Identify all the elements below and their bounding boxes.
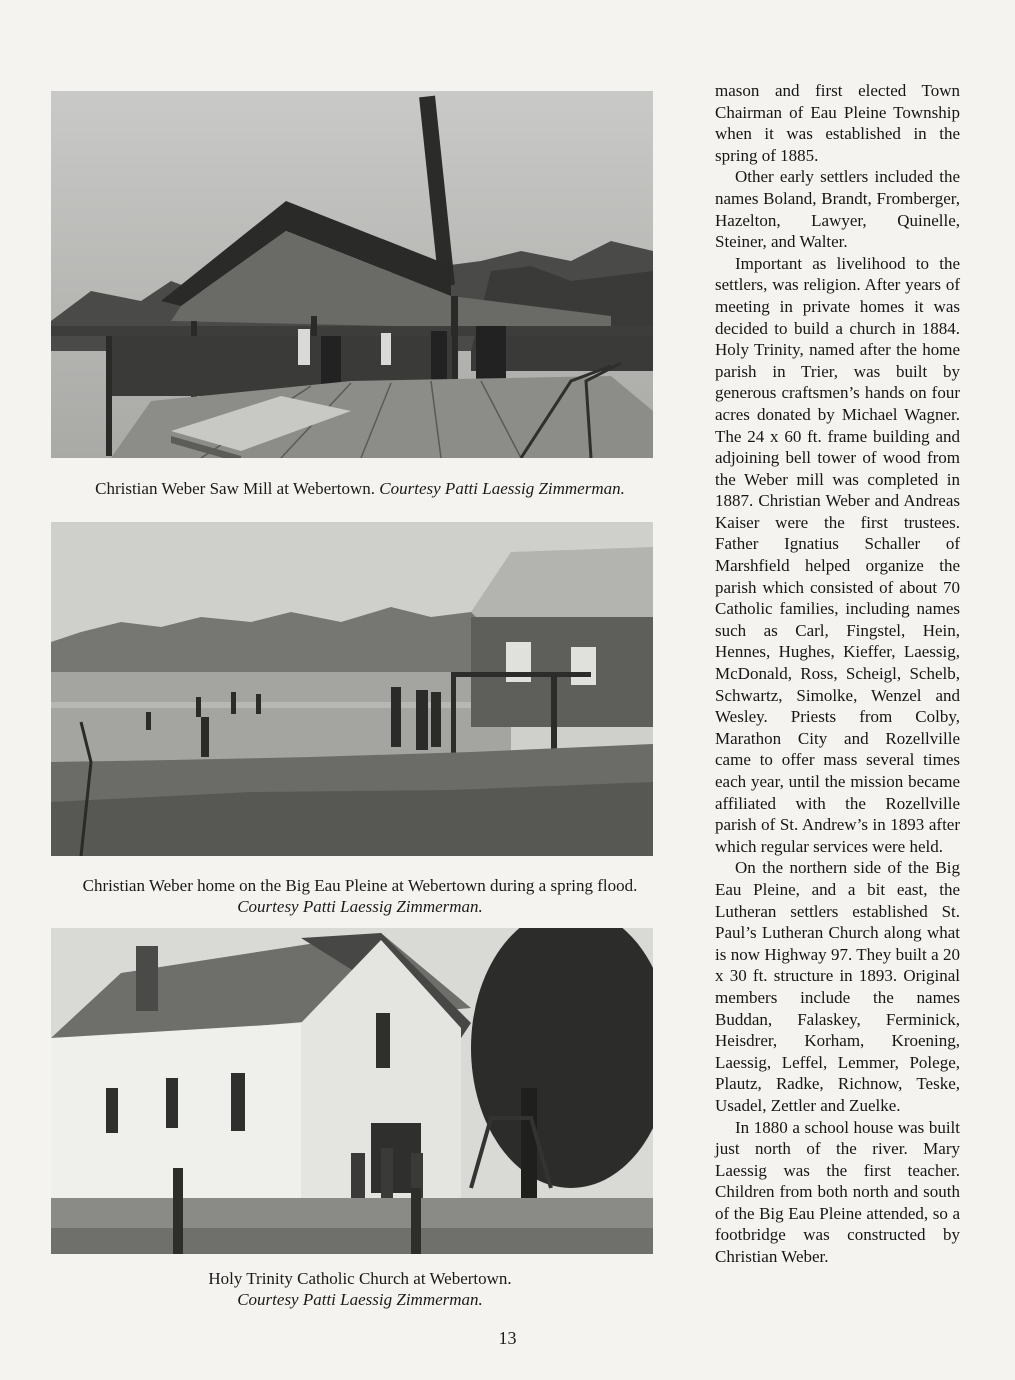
saw-mill-caption bbox=[40, 478, 680, 499]
photo-credit: Courtesy Patti Laessig Zimmerman. bbox=[237, 897, 483, 916]
church-caption bbox=[40, 1268, 680, 1310]
article-paragraph: Important as livelihood to the settlers, was religion. After years of meeting in private homes it was decided to build a church in 1884. Holy Trinity, named after the home parish in Trier, was built by generous craftsmen’s hands on four acres donated by Michael Wagner. The 24 x 60 ft. frame building and adjoining bell tower of wood from the Weber mill was completed in 1887. Christian Weber and Andreas Kaiser were the first trustees. Father Ignatius Schaller of Marshfield helped organize the parish which consisted of about 70 Catholic families, including names such as Carl, Fingstel, Hein, Hennes, Hughes, Kieffer, Laessig, McDonald, Ross, Scheigl, Schelb, Schwartz, Simolke, Wenzel and Wesley. Priests from Colby, Marathon City and Rozellville came to offer mass several times each year, until the mission became affiliated with the Rozellville parish of St. Andrew’s in 1893 after which regular services were held. bbox=[715, 253, 960, 856]
photo-credit: Courtesy Patti Laessig Zimmerman. bbox=[237, 1290, 483, 1309]
holy-trinity-church-photo bbox=[51, 928, 653, 1254]
weber-home-flood-photo bbox=[51, 522, 653, 856]
photo-credit: Courtesy Patti Laessig Zimmerman. bbox=[379, 479, 625, 498]
article-text-column bbox=[715, 80, 960, 1268]
caption-text: Christian Weber home on the Big Eau Pleine at Webertown during a spring flood. bbox=[82, 876, 638, 895]
saw-mill-photo bbox=[51, 91, 653, 458]
caption-text: Holy Trinity Catholic Church at Webertown. bbox=[208, 1269, 512, 1288]
article-paragraph: In 1880 a school house was built just north of the river. Mary Laessig was the first teacher. Children from both north and south of the Big Eau Pleine attended, so a footbridge was constructed by Christian Weber. bbox=[715, 1117, 960, 1267]
page-number: 13 bbox=[498, 1328, 517, 1348]
article-paragraph: Other early settlers included the names Boland, Brandt, Fromberger, Hazelton, Lawyer, Quinelle, Steiner, and Walter. bbox=[715, 167, 960, 252]
article-paragraph: On the northern side of the Big Eau Pleine, and a bit east, the Lutheran settlers established St. Paul’s Lutheran Church along what is now Highway 97. They built a 20 x 30 ft. structure in 1893. Original members include the names Buddan, Falaskey, Ferminick, Heisdrer, Korham, Kroening, Laessig, Leffel, Lemmer, Polege, Plautz, Radke, Richnow, Teske, Usadel, Zettler and Zuelke. bbox=[715, 858, 960, 1115]
caption-text: Christian Weber Saw Mill at Webertown. bbox=[95, 479, 376, 498]
weber-home-caption bbox=[40, 875, 680, 917]
article-paragraph: mason and first elected Town Chairman of Eau Pleine Township when it was established in the spring of 1885. bbox=[715, 81, 960, 165]
